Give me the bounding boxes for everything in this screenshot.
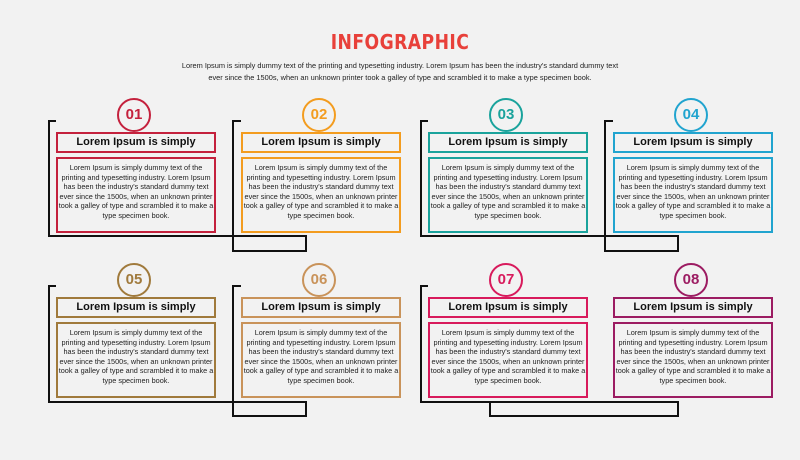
step-number: 07: [497, 271, 515, 288]
step-heading: Lorem Ipsum is simply: [613, 132, 773, 153]
step-number-badge: [117, 98, 151, 132]
step-heading: Lorem Ipsum is simply: [56, 132, 216, 153]
step-number: 08: [682, 271, 700, 288]
step-number: 05: [125, 271, 143, 288]
step-number-badge: [302, 98, 336, 132]
step-number-badge: [674, 98, 708, 132]
step-heading: Lorem Ipsum is simply: [241, 132, 401, 153]
step-heading: Lorem Ipsum is simply: [428, 132, 588, 153]
step-number: 03: [497, 106, 515, 123]
step-text: Lorem Ipsum is simply dummy text of the printing and typesetting industry. Lorem Ipsum has been the industry's standard dummy text ever since the 1500s, when an unknown printer took a galley of type and scrambled it to make a type specimen book.: [428, 322, 588, 398]
step-text: Lorem Ipsum is simply dummy text of the printing and typesetting industry. Lorem Ipsum has been the industry's standard dummy text ever since the 1500s, when an unknown printer took a galley of type and scrambled it to make a type specimen book.: [241, 322, 401, 398]
step-heading: Lorem Ipsum is simply: [241, 297, 401, 318]
step-text: Lorem Ipsum is simply dummy text of the printing and typesetting industry. Lorem Ipsum has been the industry's standard dummy text ever since the 1500s, when an unknown printer took a galley of type and scrambled it to make a type specimen book.: [613, 157, 773, 233]
step-number: 04: [682, 106, 700, 123]
step-number: 02: [310, 106, 328, 123]
step-text: Lorem Ipsum is simply dummy text of the printing and typesetting industry. Lorem Ipsum has been the industry's standard dummy text ever since the 1500s, when an unknown printer took a galley of type and scrambled it to make a type specimen book.: [56, 322, 216, 398]
step-number: 06: [310, 271, 328, 288]
step-text: Lorem Ipsum is simply dummy text of the printing and typesetting industry. Lorem Ipsum has been the industry's standard dummy text ever since the 1500s, when an unknown printer took a galley of type and scrambled it to make a type specimen book.: [56, 157, 216, 233]
intro-text: Lorem Ipsum is simply dummy text of the printing and typesetting industry. Lorem Ipsum has been the industry's standard dummy text ever since the 1500s, when an unknown printer took a galley of type and scrambled it to make a type specimen book.: [181, 61, 619, 82]
step-text: Lorem Ipsum is simply dummy text of the printing and typesetting industry. Lorem Ipsum has been the industry's standard dummy text ever since the 1500s, when an unknown printer took a galley of type and scrambled it to make a type specimen book.: [241, 157, 401, 233]
step-number-badge: [302, 263, 336, 297]
step-text: Lorem Ipsum is simply dummy text of the printing and typesetting industry. Lorem Ipsum has been the industry's standard dummy text ever since the 1500s, when an unknown printer took a galley of type and scrambled it to make a type specimen book.: [613, 322, 773, 398]
step-number-badge: [674, 263, 708, 297]
page-title: INFOGRAPHIC: [330, 30, 470, 54]
step-number-badge: [117, 263, 151, 297]
step-number: 01: [125, 106, 143, 123]
step-heading: Lorem Ipsum is simply: [428, 297, 588, 318]
step-text: Lorem Ipsum is simply dummy text of the printing and typesetting industry. Lorem Ipsum has been the industry's standard dummy text ever since the 1500s, when an unknown printer took a galley of type and scrambled it to make a type specimen book.: [428, 157, 588, 233]
step-heading: Lorem Ipsum is simply: [56, 297, 216, 318]
step-number-badge: [489, 263, 523, 297]
step-heading: Lorem Ipsum is simply: [613, 297, 773, 318]
step-number-badge: [489, 98, 523, 132]
